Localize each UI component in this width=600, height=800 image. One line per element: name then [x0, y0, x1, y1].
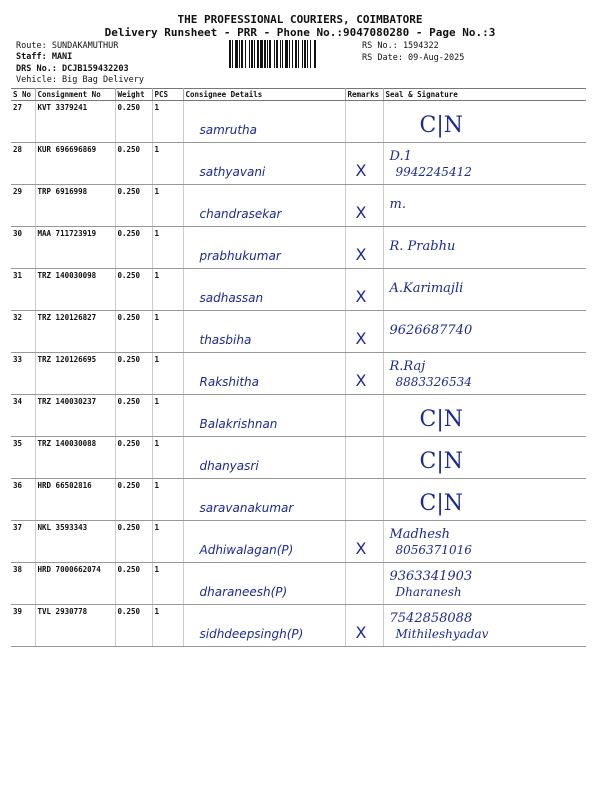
barcode-bar — [289, 40, 290, 68]
barcode-bar — [229, 40, 231, 68]
barcode-bar — [310, 40, 311, 68]
remark-mark: X — [355, 371, 367, 390]
barcode-bar — [285, 40, 288, 68]
cell-signature — [383, 563, 586, 605]
consignee-name: Balakrishnan — [199, 417, 278, 431]
cell-consignee — [183, 479, 345, 521]
cell-pcs: 1 — [152, 101, 183, 143]
vehicle-label: Vehicle: Big Bag Delivery — [16, 75, 144, 85]
cell-weight: 0.250 — [115, 563, 152, 605]
cell-consignment-no: KVT 3379241 — [35, 101, 115, 143]
cell-sno: 29 — [11, 185, 35, 227]
table-row — [11, 227, 586, 269]
staff-label: Staff: MANI — [16, 52, 73, 62]
table-row — [11, 605, 586, 647]
cell-sno: 30 — [11, 227, 35, 269]
cell-consignment-no: TVL 2930778 — [35, 605, 115, 647]
barcode-bar — [254, 40, 255, 68]
signature-text-2: 8883326534 — [395, 375, 472, 389]
cell-sno: 27 — [11, 101, 35, 143]
signature-text: C|N — [419, 407, 463, 432]
signature-text-2: 9942245412 — [395, 165, 472, 179]
consignee-name: sidhdeepsingh(P) — [199, 627, 304, 641]
table-row — [11, 353, 586, 395]
consignee-name: samrutha — [199, 123, 257, 137]
company-title: THE PROFESSIONAL COURIERS, COIMBATORE — [177, 13, 423, 26]
cell-consignee — [183, 605, 345, 647]
table-row — [11, 269, 586, 311]
table-header-row — [11, 89, 586, 101]
signature-text: Madhesh — [389, 527, 450, 542]
cell-consignee — [183, 185, 345, 227]
consignee-name: dharaneesh(P) — [199, 585, 288, 599]
cell-remarks — [345, 395, 383, 437]
cell-pcs: 1 — [152, 143, 183, 185]
table-row — [11, 311, 586, 353]
cell-weight: 0.250 — [115, 605, 152, 647]
signature-text: 9626687740 — [389, 323, 473, 338]
cell-consignee — [183, 353, 345, 395]
cell-consignment-no: NKL 3593343 — [35, 521, 115, 563]
cell-remarks — [345, 227, 383, 269]
barcode-bar — [260, 40, 263, 68]
barcode-bar — [264, 40, 266, 68]
barcode-bar — [295, 40, 297, 68]
barcode-bar — [249, 40, 250, 68]
table-row — [11, 185, 586, 227]
cell-remarks — [345, 605, 383, 647]
signature-text: 7542858088 — [389, 611, 473, 626]
signature-text-2: 8056371016 — [395, 543, 472, 557]
barcode-bar — [251, 40, 253, 68]
barcode-bar — [235, 40, 238, 68]
barcode-bar — [302, 40, 303, 68]
cell-weight: 0.250 — [115, 395, 152, 437]
barcode-bar — [304, 40, 306, 68]
cell-sno: 35 — [11, 437, 35, 479]
consignee-name: prabhukumar — [199, 249, 281, 263]
signature-text: C|N — [419, 449, 463, 474]
cell-pcs: 1 — [152, 269, 183, 311]
col-signature: Seal & Signature — [383, 89, 586, 101]
remark-mark: X — [355, 539, 367, 558]
consignee-name: chandrasekar — [199, 207, 282, 221]
signature-text: D.1 — [389, 149, 412, 164]
cell-remarks — [345, 353, 383, 395]
barcode-bar — [282, 40, 283, 68]
cell-consignment-no: TRP 6916998 — [35, 185, 115, 227]
consignee-name: dhanyasri — [199, 459, 259, 473]
barcode-bar — [269, 40, 271, 68]
table-row — [11, 521, 586, 563]
table-row — [11, 563, 586, 605]
cell-weight: 0.250 — [115, 227, 152, 269]
cell-pcs: 1 — [152, 605, 183, 647]
cell-sno: 31 — [11, 269, 35, 311]
cell-remarks — [345, 563, 383, 605]
signature-text-2: Mithileshyadav — [395, 627, 489, 641]
rs-date-label: RS Date: 09-Aug-2025 — [362, 53, 465, 63]
cell-consignment-no: MAA 711723919 — [35, 227, 115, 269]
barcode-bar — [232, 40, 233, 68]
cell-consignee — [183, 563, 345, 605]
cell-signature — [383, 101, 586, 143]
cell-consignment-no: TRZ 120126695 — [35, 353, 115, 395]
col-consignment: Consignment No — [35, 89, 115, 101]
cell-consignment-no: KUR 696696869 — [35, 143, 115, 185]
consignee-name: sathyavani — [199, 165, 266, 179]
cell-pcs: 1 — [152, 521, 183, 563]
cell-sno: 34 — [11, 395, 35, 437]
cell-pcs: 1 — [152, 353, 183, 395]
cell-weight: 0.250 — [115, 269, 152, 311]
cell-consignee — [183, 311, 345, 353]
cell-consignment-no: TRZ 120126827 — [35, 311, 115, 353]
signature-text: R.Raj — [389, 359, 426, 374]
cell-consignee — [183, 227, 345, 269]
cell-weight: 0.250 — [115, 479, 152, 521]
cell-consignee — [183, 269, 345, 311]
cell-consignment-no: HRD 66502816 — [35, 479, 115, 521]
cell-signature — [383, 227, 586, 269]
cell-remarks — [345, 143, 383, 185]
cell-signature — [383, 143, 586, 185]
barcode-bar — [245, 40, 246, 68]
cell-signature — [383, 521, 586, 563]
cell-pcs: 1 — [152, 479, 183, 521]
table-row — [11, 143, 586, 185]
cell-consignee — [183, 395, 345, 437]
consignee-name: sadhassan — [199, 291, 264, 305]
cell-remarks — [345, 101, 383, 143]
cell-weight: 0.250 — [115, 101, 152, 143]
barcode-bar — [314, 40, 316, 68]
cell-consignee — [183, 101, 345, 143]
cell-remarks — [345, 269, 383, 311]
cell-signature — [383, 185, 586, 227]
cell-signature — [383, 353, 586, 395]
consignee-name: saravanakumar — [199, 501, 294, 515]
runsheet-table — [11, 88, 586, 647]
table-row — [11, 395, 586, 437]
barcode-bar — [298, 40, 299, 68]
barcode-bar — [307, 40, 308, 68]
barcode — [229, 40, 355, 68]
cell-signature — [383, 605, 586, 647]
cell-weight: 0.250 — [115, 311, 152, 353]
remark-mark: X — [355, 623, 367, 642]
signature-text: m. — [389, 197, 406, 212]
col-consignee: Consignee Details — [183, 89, 345, 101]
barcode-bar — [274, 40, 275, 68]
cell-pcs: 1 — [152, 227, 183, 269]
cell-pcs: 1 — [152, 437, 183, 479]
signature-text: C|N — [419, 491, 463, 516]
remark-mark: X — [355, 287, 367, 306]
cell-signature — [383, 269, 586, 311]
signature-text-2: Dharanesh — [395, 585, 462, 599]
cell-remarks — [345, 437, 383, 479]
cell-consignment-no: HRD 7000662074 — [35, 563, 115, 605]
signature-text: R. Prabhu — [389, 239, 456, 254]
cell-signature — [383, 311, 586, 353]
rs-no-label: RS No.: 1594322 — [362, 41, 439, 51]
cell-signature — [383, 479, 586, 521]
cell-consignee — [183, 143, 345, 185]
consignee-name: Adhiwalagan(P) — [199, 543, 294, 557]
cell-consignee — [183, 521, 345, 563]
barcode-bar — [241, 40, 243, 68]
remark-mark: X — [355, 203, 367, 222]
col-sno: S No — [11, 89, 35, 101]
remark-mark: X — [355, 161, 367, 180]
signature-text: A.Karimajli — [389, 281, 464, 296]
cell-weight: 0.250 — [115, 143, 152, 185]
route-label: Route: SUNDAKAMUTHUR — [16, 41, 119, 51]
table-row — [11, 479, 586, 521]
cell-remarks — [345, 479, 383, 521]
consignee-name: Rakshitha — [199, 375, 259, 389]
cell-pcs: 1 — [152, 185, 183, 227]
signature-text: C|N — [419, 113, 463, 138]
cell-sno: 36 — [11, 479, 35, 521]
barcode-bar — [280, 40, 281, 68]
col-remarks: Remarks — [345, 89, 383, 101]
cell-signature — [383, 437, 586, 479]
drs-label: DRS No.: DCJB159432203 — [16, 64, 129, 74]
cell-sno: 33 — [11, 353, 35, 395]
barcode-bar — [257, 40, 259, 68]
cell-pcs: 1 — [152, 311, 183, 353]
barcode-bar — [239, 40, 240, 68]
cell-sno: 32 — [11, 311, 35, 353]
cell-sno: 38 — [11, 563, 35, 605]
cell-weight: 0.250 — [115, 353, 152, 395]
table-row — [11, 437, 586, 479]
cell-remarks — [345, 311, 383, 353]
cell-remarks — [345, 185, 383, 227]
table-row — [11, 101, 586, 143]
cell-consignee — [183, 437, 345, 479]
cell-remarks — [345, 521, 383, 563]
cell-weight: 0.250 — [115, 437, 152, 479]
cell-signature — [383, 395, 586, 437]
cell-weight: 0.250 — [115, 185, 152, 227]
barcode-bar — [292, 40, 293, 68]
remark-mark: X — [355, 245, 367, 264]
remark-mark: X — [355, 329, 367, 348]
signature-text: 9363341903 — [389, 569, 473, 584]
cell-weight: 0.250 — [115, 521, 152, 563]
barcode-bar — [267, 40, 268, 68]
cell-sno: 39 — [11, 605, 35, 647]
col-pcs: PCS — [152, 89, 183, 101]
cell-sno: 37 — [11, 521, 35, 563]
col-weight: Weight — [115, 89, 152, 101]
runsheet-subtitle: Delivery Runsheet - PRR - Phone No.:9047080280 - Page No.:3 — [104, 26, 496, 39]
cell-pcs: 1 — [152, 563, 183, 605]
cell-consignment-no: TRZ 140030098 — [35, 269, 115, 311]
cell-sno: 28 — [11, 143, 35, 185]
cell-pcs: 1 — [152, 395, 183, 437]
barcode-bar — [276, 40, 278, 68]
cell-consignment-no: TRZ 140030088 — [35, 437, 115, 479]
cell-consignment-no: TRZ 140030237 — [35, 395, 115, 437]
consignee-name: thasbiha — [199, 333, 252, 347]
